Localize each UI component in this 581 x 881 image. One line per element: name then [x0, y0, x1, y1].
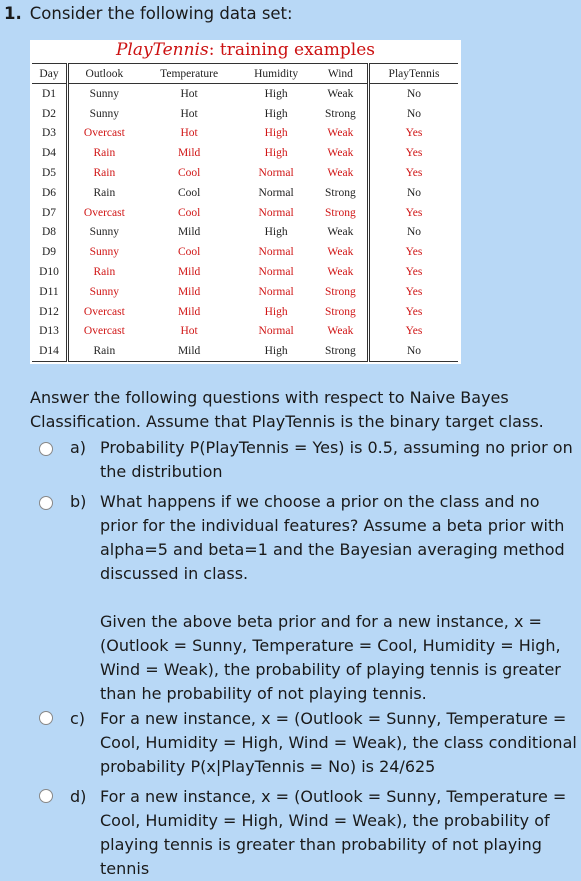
table-title [30, 40, 461, 60]
table-row [32, 84, 458, 104]
option-c-paragraph: For a new instance, x = (Outlook = Sunny, Temperature = Cool, Humidity = High, Wind = Weak), the class conditional probability P(x|PlayTennis = No) is 24/625 [100, 709, 577, 776]
cell-day: D10 [32, 262, 68, 282]
cell-temperature: Mild [177, 226, 201, 239]
cell-outlook: Sunny [89, 87, 120, 100]
cell-playtennis: Yes [369, 242, 458, 262]
option-b-paragraph-1: What happens if we choose a prior on the class and no prior for the individual features? Assume a beta prior with alpha=5 and beta=1 and the Bayesian averaging method discussed in class. [100, 492, 565, 583]
cell-wind: Weak [327, 246, 354, 259]
cell-humidity: High [264, 127, 288, 140]
cell-outlook: Overcast [83, 206, 125, 219]
cell-playtennis: Yes [369, 143, 458, 163]
header-humidity: Humidity [239, 64, 314, 84]
cell-outlook: Sunny [89, 285, 120, 298]
cell-day: D6 [32, 183, 68, 203]
radio-option-a[interactable] [39, 442, 53, 456]
cell-humidity: High [264, 107, 288, 120]
cell-temperature: Mild [177, 147, 201, 160]
header-playtennis: PlayTennis [369, 64, 458, 84]
table-title-italic: PlayTennis [115, 40, 209, 60]
cell-outlook: Sunny [89, 246, 120, 259]
cell-playtennis: Yes [369, 163, 458, 183]
option-b-paragraph-2: Given the above beta prior and for a new instance, x = (Outlook = Sunny, Temperature = Cool, Humidity = High, Wind = Weak), the probability of playing tennis is greater than he probability of not playing tennis. [100, 612, 561, 703]
training-examples-table [32, 63, 458, 362]
table-row [32, 163, 458, 183]
cell-playtennis: Yes [369, 124, 458, 144]
training-examples-table-image [30, 40, 461, 364]
question-number: 1. [4, 4, 22, 23]
table-row [32, 104, 458, 124]
cell-temperature: Hot [180, 127, 198, 140]
cell-day: D9 [32, 242, 68, 262]
cell-day: D14 [32, 341, 68, 361]
option-b-label: b) [70, 492, 87, 511]
cell-humidity: Normal [258, 186, 294, 199]
cell-humidity: Normal [258, 325, 294, 338]
cell-wind: Strong [325, 186, 356, 199]
cell-wind: Weak [327, 127, 354, 140]
option-a-paragraph: Probability P(PlayTennis = Yes) is 0.5, assuming no prior on the distribution [100, 438, 573, 481]
cell-playtennis: No [369, 104, 458, 124]
cell-playtennis: Yes [369, 322, 458, 342]
cell-playtennis: No [369, 183, 458, 203]
cell-playtennis: Yes [369, 262, 458, 282]
cell-temperature: Hot [180, 87, 198, 100]
option-b-text [100, 490, 578, 706]
cell-outlook: Rain [93, 186, 116, 199]
cell-humidity: High [264, 305, 288, 318]
cell-temperature: Hot [180, 107, 198, 120]
option-c-text [100, 707, 578, 779]
cell-wind: Weak [327, 167, 354, 180]
option-a-text [100, 436, 578, 484]
cell-wind: Strong [325, 305, 356, 318]
option-a-label: a) [70, 438, 87, 457]
cell-humidity: Normal [258, 285, 294, 298]
cell-temperature: Cool [177, 186, 201, 199]
cell-day: D13 [32, 322, 68, 342]
instructions-text: Answer the following questions with respect to Naive Bayes Classification. Assume that PlayTennis is the binary target class. [30, 388, 544, 431]
table-row [32, 183, 458, 203]
cell-outlook: Rain [68, 341, 140, 361]
table-row [32, 282, 458, 302]
table-row [32, 143, 458, 163]
cell-humidity: Normal [258, 167, 294, 180]
cell-outlook: Rain [93, 167, 116, 180]
cell-playtennis: Yes [369, 203, 458, 223]
question-header [4, 3, 293, 25]
cell-wind: Strong [325, 206, 356, 219]
radio-option-c[interactable] [39, 711, 53, 725]
header-day: Day [32, 64, 68, 84]
cell-temperature: Cool [177, 167, 201, 180]
table-row [32, 242, 458, 262]
cell-wind: Weak [327, 325, 354, 338]
cell-day: D3 [32, 124, 68, 144]
table-row [32, 223, 458, 243]
header-wind: Wind [314, 64, 369, 84]
cell-outlook: Overcast [83, 325, 125, 338]
cell-outlook: Rain [93, 147, 116, 160]
cell-humidity: High [264, 87, 288, 100]
option-d-label: d) [70, 787, 87, 806]
cell-outlook: Sunny [89, 226, 120, 239]
header-temperature: Temperature [140, 64, 239, 84]
cell-humidity: High [264, 226, 288, 239]
cell-day: D12 [32, 302, 68, 322]
table-row [32, 203, 458, 223]
table-header-row [32, 64, 458, 84]
cell-outlook: Sunny [89, 107, 120, 120]
option-d-paragraph: For a new instance, x = (Outlook = Sunny, Temperature = Cool, Humidity = High, Wind = Weak), the probability of playing tennis is greater than probability of not playing tennis [100, 787, 567, 878]
header-outlook: Outlook [68, 64, 140, 84]
cell-humidity: High [239, 341, 314, 361]
table-row [32, 341, 458, 361]
cell-humidity: Normal [258, 206, 294, 219]
question-prompt: Consider the following data set: [29, 4, 293, 23]
table-title-rest: : training examples [208, 40, 376, 60]
cell-temperature: Cool [177, 206, 201, 219]
cell-playtennis: No [369, 223, 458, 243]
cell-temperature: Cool [177, 246, 201, 259]
cell-temperature: Mild [140, 341, 239, 361]
cell-day: D8 [32, 223, 68, 243]
cell-humidity: Normal [258, 246, 294, 259]
cell-outlook: Rain [93, 266, 116, 279]
cell-humidity: High [264, 147, 288, 160]
cell-day: D7 [32, 203, 68, 223]
table-row [32, 262, 458, 282]
cell-wind: Weak [327, 147, 354, 160]
cell-wind: Strong [314, 341, 369, 361]
cell-playtennis: Yes [369, 302, 458, 322]
cell-outlook: Overcast [83, 305, 125, 318]
cell-day: D2 [32, 104, 68, 124]
cell-temperature: Hot [180, 325, 198, 338]
option-d-text [100, 785, 578, 881]
cell-temperature: Mild [177, 266, 201, 279]
table-row [32, 124, 458, 144]
option-c-label: c) [70, 709, 86, 728]
cell-wind: Weak [327, 87, 354, 100]
cell-humidity: Normal [258, 266, 294, 279]
table-row [32, 302, 458, 322]
radio-option-b[interactable] [39, 496, 53, 510]
cell-wind: Strong [325, 107, 356, 120]
cell-wind: Strong [325, 285, 356, 298]
cell-playtennis: No [369, 341, 458, 361]
cell-day: D5 [32, 163, 68, 183]
cell-temperature: Mild [177, 285, 201, 298]
table-row [32, 322, 458, 342]
cell-day: D4 [32, 143, 68, 163]
cell-temperature: Mild [177, 305, 201, 318]
cell-playtennis: No [369, 84, 458, 104]
cell-playtennis: Yes [369, 282, 458, 302]
cell-day: D11 [32, 282, 68, 302]
cell-outlook: Overcast [83, 127, 125, 140]
cell-day: D1 [32, 84, 68, 104]
radio-option-d[interactable] [39, 789, 53, 803]
cell-wind: Weak [327, 266, 354, 279]
cell-wind: Weak [327, 226, 354, 239]
